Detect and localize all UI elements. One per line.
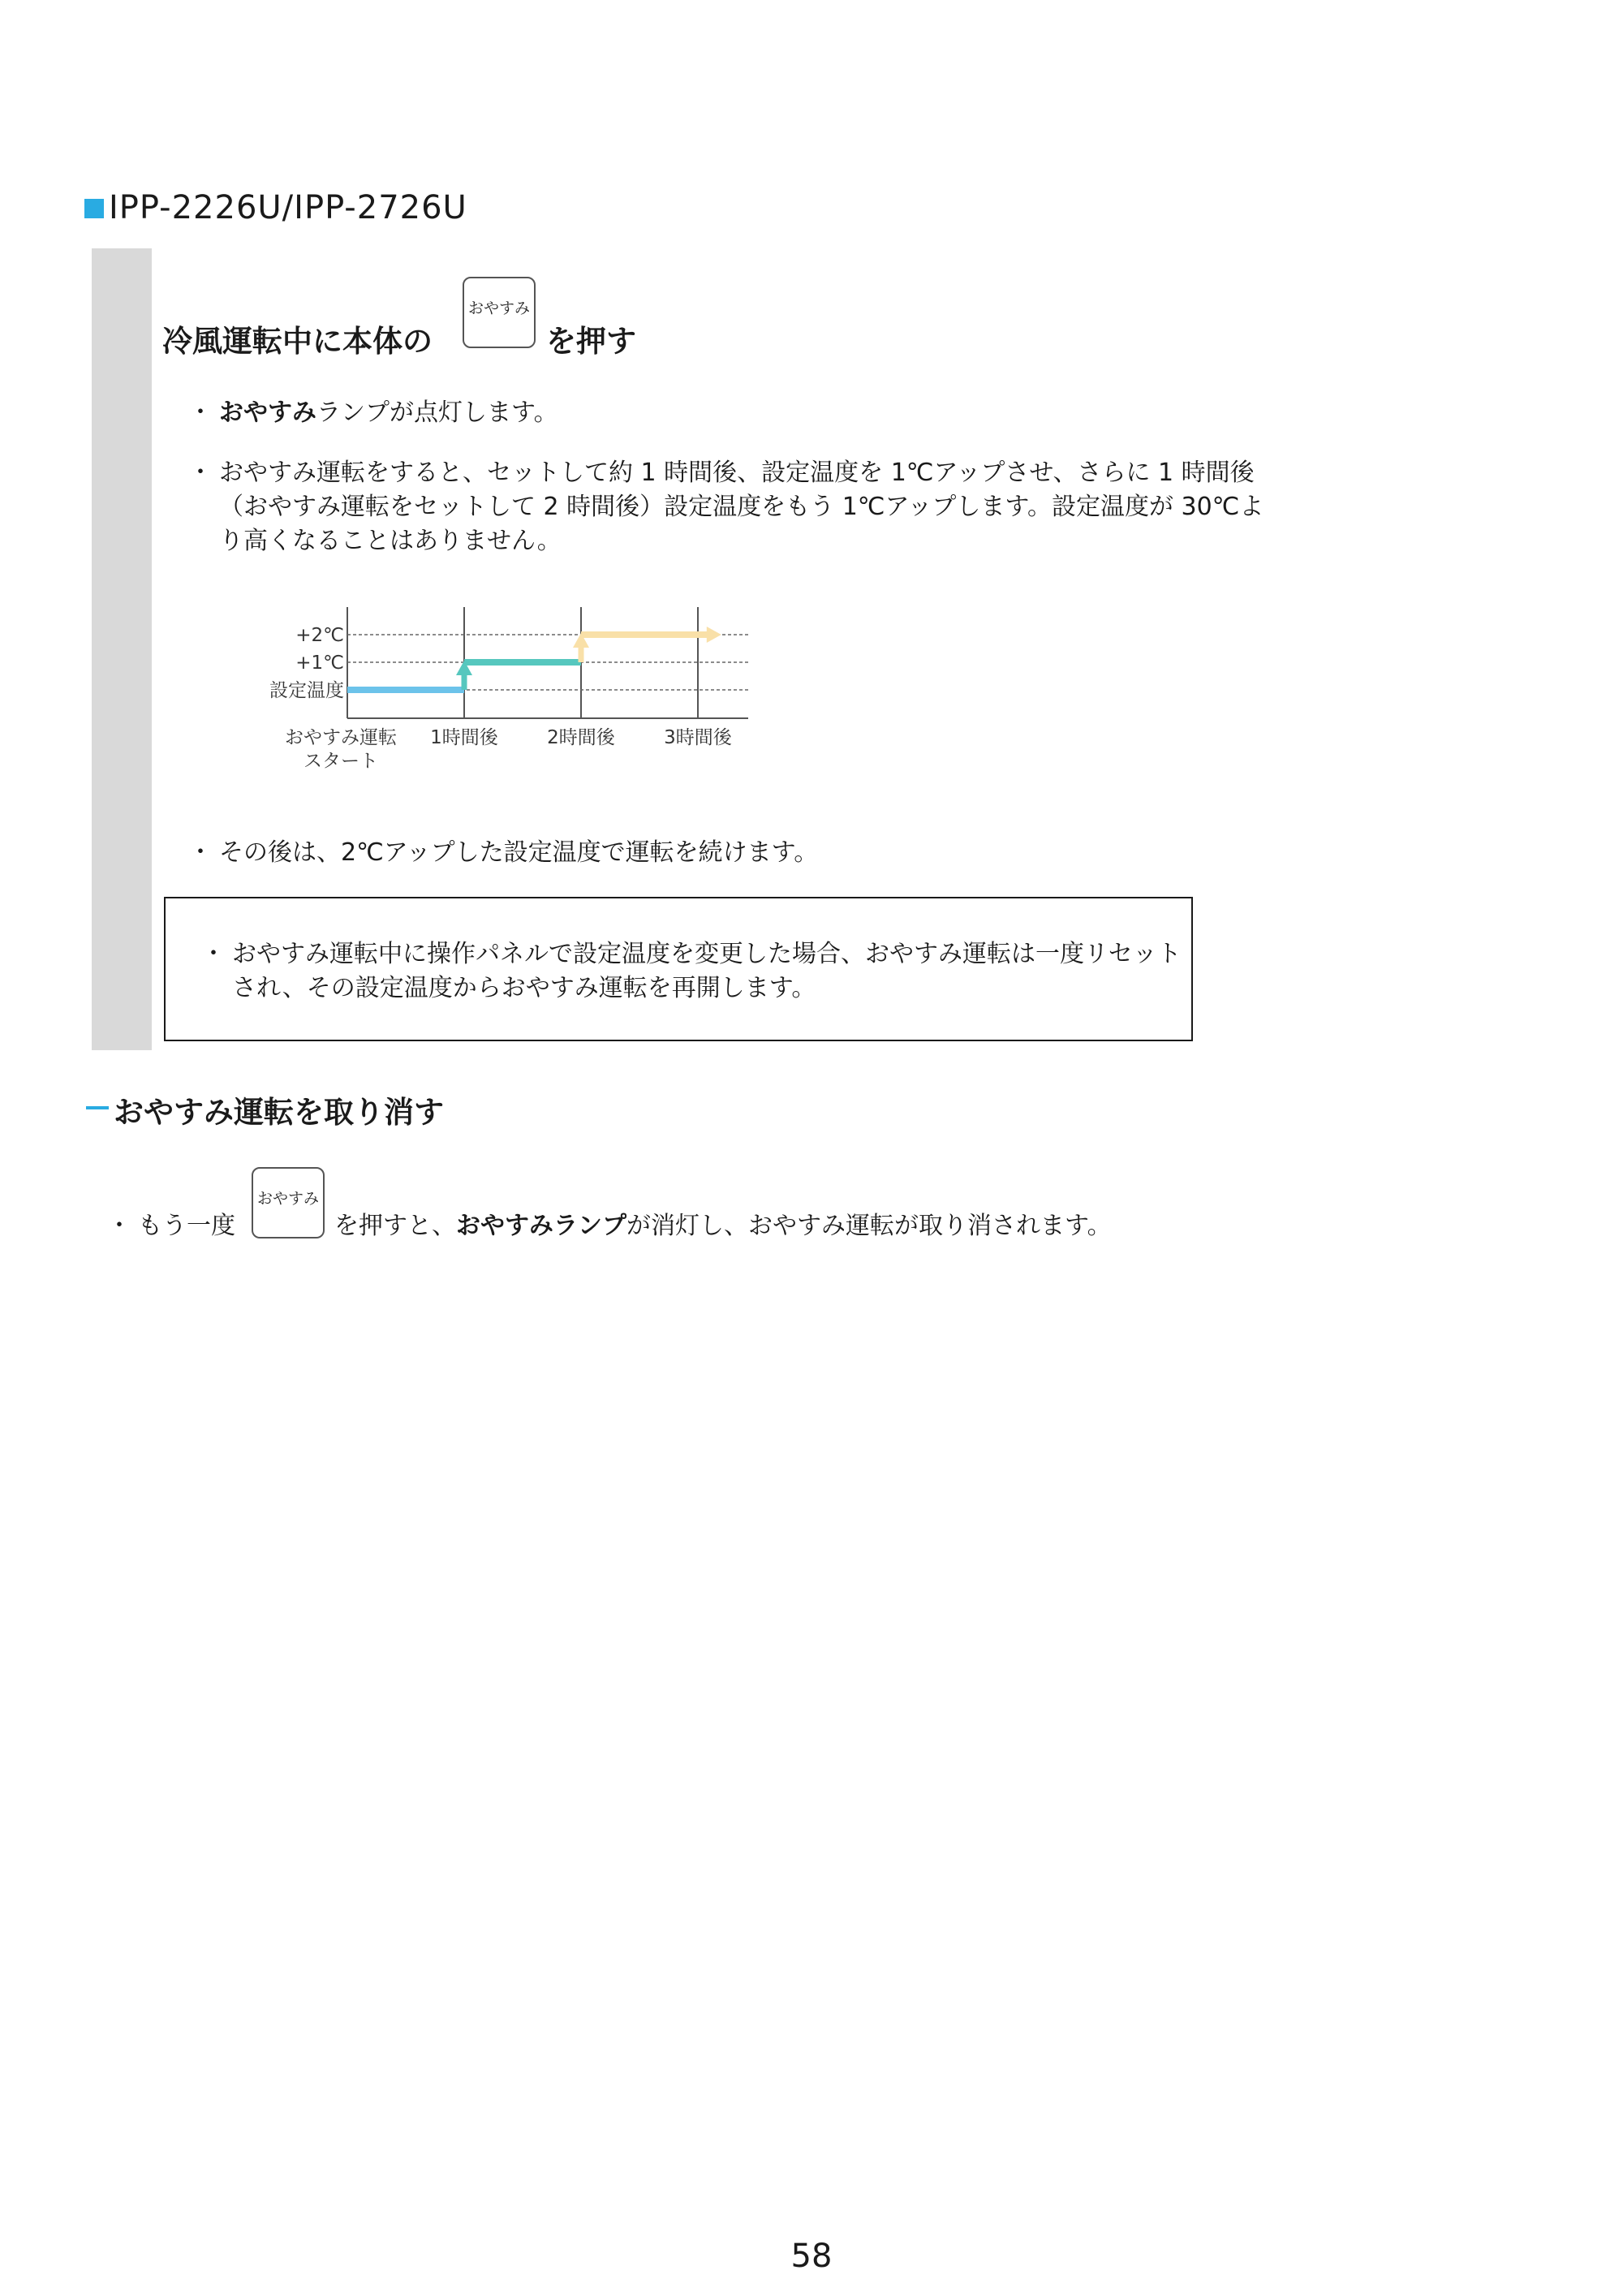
step-heading: 冷風運転中に本体の [162,324,433,359]
temperature-chart [252,601,771,787]
chart-x-tick-sublabel: スタート [304,751,378,772]
step-bar [92,248,152,1050]
chart-series-arrowhead [707,627,721,643]
bullet-marker: ・ [188,838,213,867]
section-marker-square [84,199,104,218]
chart-y-tick-label: +1℃ [295,653,344,674]
oyasumi-button-icon [463,277,536,348]
page-number: 58 [790,2238,833,2275]
bullet-item [188,456,1274,558]
cancel-post-text-2: が消灯し、おやすみ運転が取り消されます。 [626,1212,1112,1240]
model-title: IPP-2226U/IPP-2726U [109,189,467,226]
cancel-heading: おやすみ運転を取り消す [114,1095,444,1130]
oyasumi-button-label: おやすみ [256,1190,319,1208]
cancel-pre-text: もう一度 [138,1212,235,1240]
cancel-post-bold: おやすみランプ [456,1212,626,1240]
bullet-bold-text: おやすみ [219,398,316,427]
bullet-marker: ・ [188,398,213,427]
bullet-text: ランプが点灯します。 [316,398,558,427]
step-heading-suffix: を押す [546,324,636,359]
bullet-marker: ・ [188,459,213,487]
chart-x-tick-label: おやすみ運転 [285,727,397,748]
cancel-text-post [334,1209,1112,1243]
bullet-text: おやすみ運転をすると、セットして約 1 時間後、設定温度を 1℃アップさせ、さらに 1 時間後（おやすみ運転をセットして 2 時間後）設定温度をもう 1℃アップします。設定温度が 30℃より高くなることはありません。 [219,459,1264,555]
bullet-item [188,836,1274,870]
chart-series [347,627,721,690]
cancel-text-pre [107,1209,235,1243]
chart-y-tick-label: 設定温度 [269,680,344,701]
oyasumi-button-icon [252,1167,325,1238]
cancel-dash-icon [86,1106,109,1109]
oyasumi-button-label: おやすみ [467,299,530,317]
note-text: おやすみ運転中に操作パネルで設定温度を変更した場合、おやすみ運転は一度リセットされ、その設定温度からおやすみ運転を再開します。 [232,940,1182,1002]
chart-y-tick-label: +2℃ [295,625,344,646]
note-item [201,937,1190,1006]
note-marker: ・ [201,940,226,968]
chart-x-tick-label: 2時間後 [547,727,615,748]
cancel-post-text-1: を押すと、 [334,1212,456,1240]
chart-x-tick-label: 1時間後 [430,727,498,748]
cancel-marker: ・ [107,1212,131,1240]
chart-labels [269,625,733,772]
bullet-text: その後は、2℃アップした設定温度で運転を続けます。 [219,838,819,867]
chart-x-tick-label: 3時間後 [664,727,732,748]
bullet-item [188,396,1274,430]
